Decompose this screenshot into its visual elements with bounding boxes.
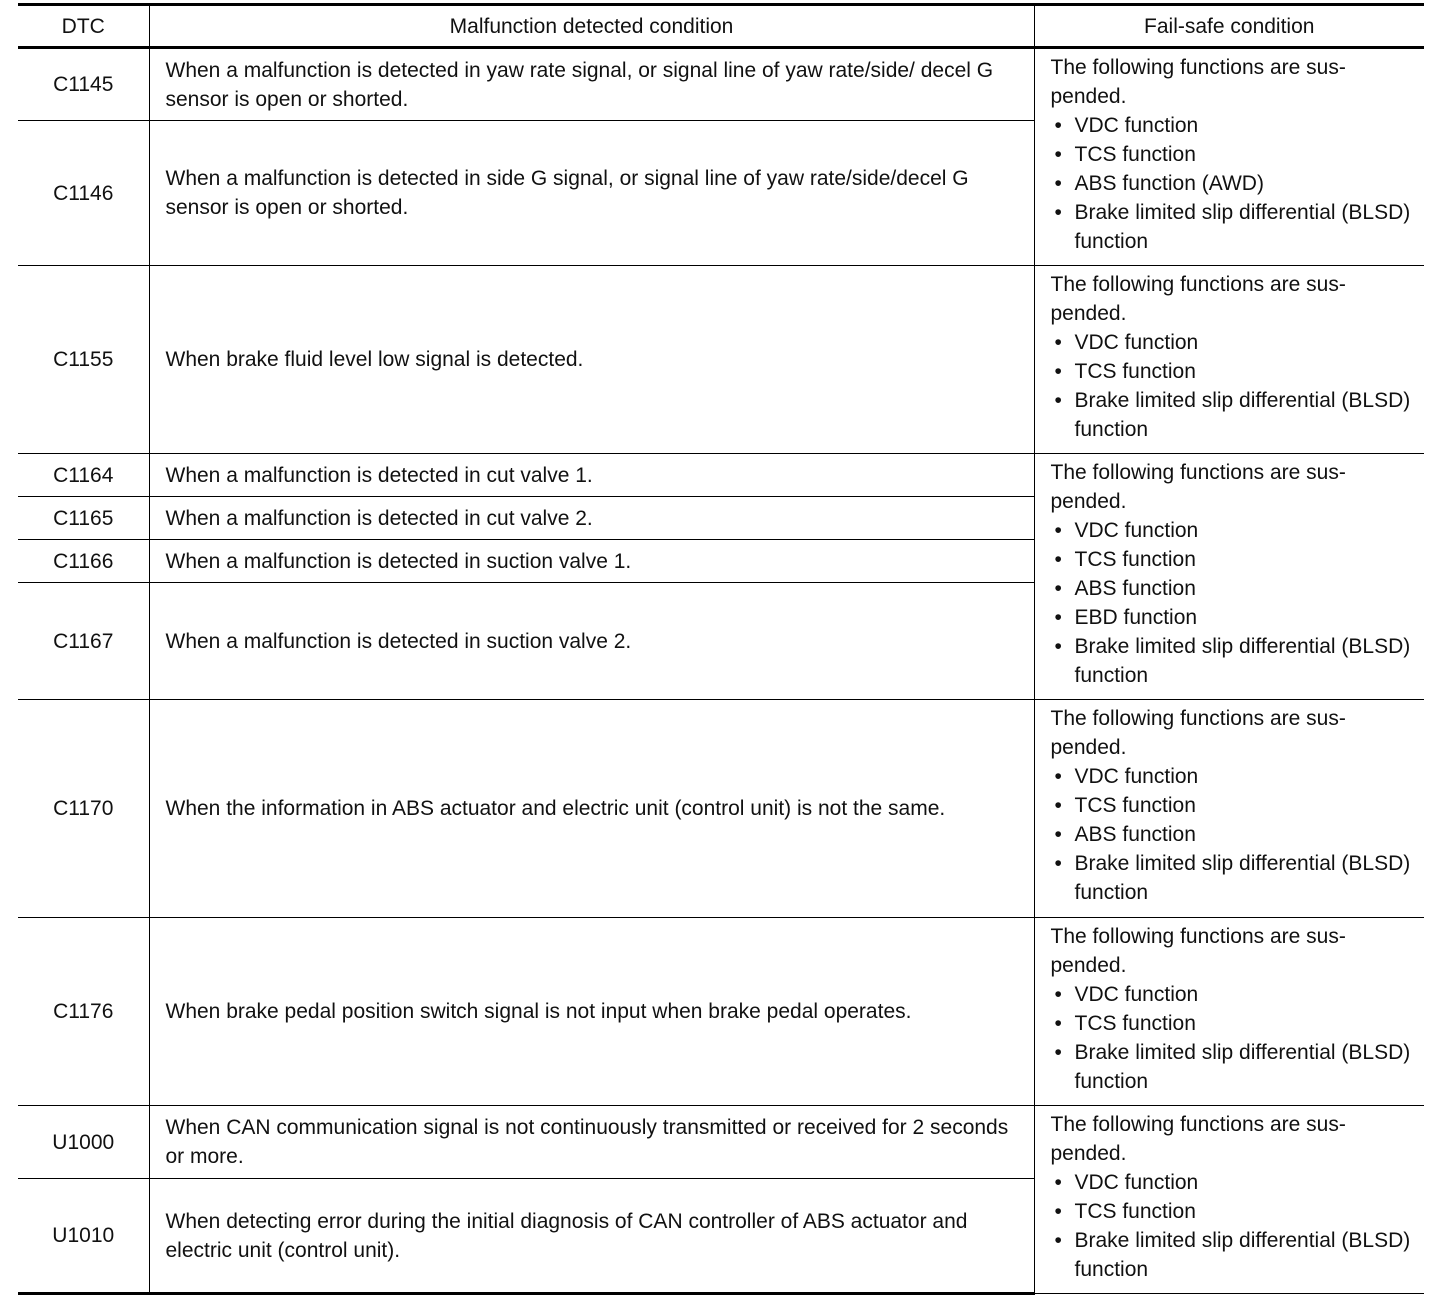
failsafe-intro: The following functions are sus- pended. [1050,707,1346,759]
malfunction-condition: When brake pedal position switch signal is not input when brake pedal operates. [149,918,1034,1106]
malfunction-condition: When brake fluid level low signal is detected. [149,266,1034,454]
suspended-function-item: • Brake limited slip differential (BLSD) function [1051,1038,1415,1096]
suspended-functions-list [1051,1168,1415,1284]
suspended-function-item: • TCS function [1051,1009,1415,1038]
failsafe-intro: The following functions are sus- pended. [1050,56,1346,108]
malfunction-condition: When CAN communication signal is not continuously transmitted or received for 2 seconds or more. [149,1106,1034,1179]
suspended-function-item: • TCS function [1051,791,1415,820]
dtc-code: C1145 [18,48,149,121]
dtc-failsafe-document [18,3,1424,1295]
suspended-function-item: • Brake limited slip differential (BLSD) function [1051,632,1415,690]
suspended-function-item: • TCS function [1051,140,1415,169]
malfunction-condition: When a malfunction is detected in cut valve 2. [149,497,1034,540]
suspended-function-item: • Brake limited slip differential (BLSD) function [1051,1226,1415,1284]
header-dtc: DTC [18,5,149,48]
table-body [18,48,1424,1294]
dtc-code: C1166 [18,540,149,583]
suspended-function-item: • VDC function [1051,328,1415,357]
failsafe-condition [1034,1106,1424,1294]
failsafe-intro: The following functions are sus- pended. [1050,1113,1346,1165]
table-row [18,700,1424,918]
failsafe-intro: The following functions are sus- pended. [1050,925,1346,977]
failsafe-condition [1034,918,1424,1106]
malfunction-condition: When the information in ABS actuator and electric unit (control unit) is not the same. [149,700,1034,918]
malfunction-condition: When a malfunction is detected in suction valve 2. [149,583,1034,700]
malfunction-condition: When a malfunction is detected in cut valve 1. [149,454,1034,497]
header-failsafe-condition: Fail-safe condition [1034,5,1424,48]
dtc-code: C1170 [18,700,149,918]
suspended-function-item: • VDC function [1051,516,1415,545]
table-row [18,454,1424,497]
dtc-code: C1146 [18,121,149,266]
suspended-functions-list [1051,111,1415,256]
dtc-code: C1155 [18,266,149,454]
dtc-code: C1164 [18,454,149,497]
suspended-function-item: • EBD function [1051,603,1415,632]
dtc-code: U1010 [18,1179,149,1294]
failsafe-condition [1034,48,1424,266]
dtc-code: C1165 [18,497,149,540]
failsafe-condition [1034,454,1424,700]
failsafe-condition [1034,266,1424,454]
suspended-function-item: • TCS function [1051,357,1415,386]
dtc-code: U1000 [18,1106,149,1179]
dtc-code: C1176 [18,918,149,1106]
suspended-function-item: • ABS function [1051,820,1415,849]
header-row [18,5,1424,48]
malfunction-condition: When a malfunction is detected in side G signal, or signal line of yaw rate/side/decel G sensor is open or shorted. [149,121,1034,266]
suspended-function-item: • VDC function [1051,980,1415,1009]
suspended-function-item: • VDC function [1051,111,1415,140]
suspended-function-item: • TCS function [1051,1197,1415,1226]
malfunction-condition: When a malfunction is detected in yaw rate signal, or signal line of yaw rate/side/ decel G sensor is open or shorted. [149,48,1034,121]
failsafe-condition [1034,700,1424,918]
suspended-function-item: • VDC function [1051,762,1415,791]
malfunction-condition: When a malfunction is detected in suction valve 1. [149,540,1034,583]
suspended-functions-list [1051,980,1415,1096]
failsafe-intro: The following functions are sus- pended. [1050,461,1346,513]
suspended-function-item: • VDC function [1051,1168,1415,1197]
table-row [18,918,1424,1106]
suspended-function-item: • TCS function [1051,545,1415,574]
table-row [18,48,1424,121]
suspended-functions-list [1051,328,1415,444]
table-row [18,266,1424,454]
table-header [18,5,1424,48]
malfunction-condition: When detecting error during the initial diagnosis of CAN controller of ABS actuator and electric unit (control unit). [149,1179,1034,1294]
failsafe-intro: The following functions are sus- pended. [1050,273,1346,325]
header-malfunction-condition: Malfunction detected condition [149,5,1034,48]
suspended-function-item: • Brake limited slip differential (BLSD) function [1051,386,1415,444]
table-row [18,1106,1424,1179]
dtc-code: C1167 [18,583,149,700]
dtc-failsafe-table [18,3,1424,1295]
suspended-function-item: • ABS function (AWD) [1051,169,1415,198]
suspended-function-item: • ABS function [1051,574,1415,603]
suspended-function-item: • Brake limited slip differential (BLSD) function [1051,198,1415,256]
suspended-functions-list [1051,762,1415,907]
suspended-function-item: • Brake limited slip differential (BLSD) function [1051,849,1415,907]
suspended-functions-list [1051,516,1415,690]
